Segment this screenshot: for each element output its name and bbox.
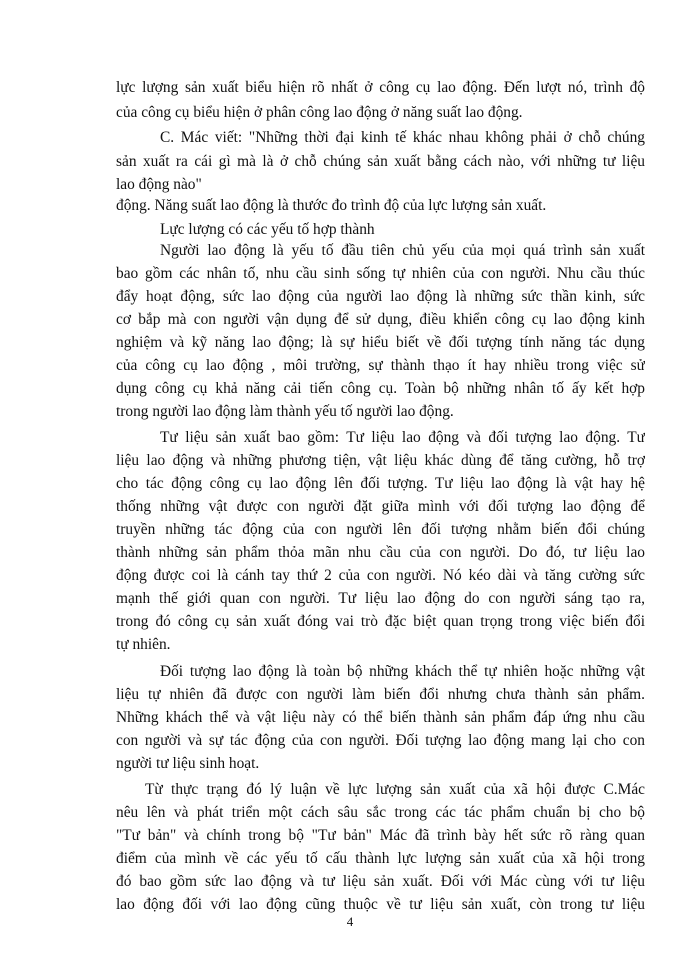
text-line: liệu lao động và những phương tiện, vật liệu khác dùng để tăng cường, hỗ trợ bbox=[116, 452, 645, 469]
text-line: thành những sản phẩm thỏa mãn nhu cầu của con người. Do đó, tư liệu lao bbox=[116, 544, 645, 561]
text-line: đó bao gồm sức lao động và tư liệu sản xuất. Đối với Mác cùng với tư liệu bbox=[116, 873, 645, 890]
text-line: sản xuất ra cái gì mà là ở chỗ chúng sản xuất bằng cách nào, với những tư liệu bbox=[116, 153, 645, 170]
text-line: truyền những tác động của con người lên đối tượng nhằm biến đổi chúng bbox=[116, 521, 645, 538]
text-line: đẩy hoạt động, sức lao động của người lao động là những sức thần kinh, sức bbox=[116, 288, 645, 305]
text-line: tự nhiên. bbox=[116, 636, 171, 653]
text-line: của công cụ lao động , môi trường, sự thành thạo ít hay nhiều trong việc sử bbox=[116, 357, 645, 374]
text-line: trong đó công cụ sản xuất đóng vai trò đặc biệt quan trọng trong việc biến đổi bbox=[116, 613, 645, 630]
text-line: thống những vật được con người đặt giữa mình với đối tượng lao động để bbox=[116, 498, 645, 515]
text-line: Những khách thể và vật liệu này có thể biến thành sản phẩm đáp ứng nhu cầu bbox=[116, 709, 645, 726]
text-line: Đối tượng lao động là toàn bộ những khách thể tự nhiên hoặc những vật bbox=[160, 663, 645, 680]
text-line: "Tư bản" và chính trong bộ "Tư bản" Mác đã trình bày hết sức rõ ràng quan bbox=[116, 827, 645, 844]
text-line: C. Mác viết: "Những thời đại kinh tế khác nhau không phải ở chỗ chúng bbox=[160, 129, 645, 146]
text-line: bao gồm các nhân tố, nhu cầu sinh sống tự nhiên của con người. Nhu cầu thúc bbox=[116, 265, 645, 282]
text-line: lao động nào" bbox=[116, 176, 202, 193]
text-line: con người và sự tác động của con người. Đối tượng lao động mang lại cho con bbox=[116, 732, 645, 749]
section-heading: Lực lượng có các yếu tố hợp thành bbox=[160, 221, 375, 238]
text-line: người tư liệu sinh hoạt. bbox=[116, 755, 260, 772]
text-line: dụng công cụ khả năng cải tiến công cụ. Toàn bộ những nhân tố ấy kết hợp bbox=[116, 380, 645, 397]
text-line: nêu lên và phát triển một cách sâu sắc trong các tác phẩm chuẩn bị cho bộ bbox=[116, 804, 645, 821]
text-line: Người lao động là yếu tố đầu tiên chủ yếu của mọi quá trình sản xuất bbox=[160, 242, 645, 259]
text-line: Tư liệu sản xuất bao gồm: Tư liệu lao động và đối tượng lao động. Tư bbox=[160, 429, 645, 446]
text-line: liệu tự nhiên đã được con người làm biến đổi nhưng chưa thành sản phẩm. bbox=[116, 686, 645, 703]
text-line: của công cụ biểu hiện ở phân công lao động ở năng suất lao động. bbox=[116, 104, 523, 121]
text-line: lực lượng sản xuất biểu hiện rõ nhất ở công cụ lao động. Đến lượt nó, trình độ bbox=[116, 79, 645, 96]
text-line: động được coi là cánh tay thứ 2 của con người. Nó kéo dài và tăng cường sức bbox=[116, 567, 645, 584]
text-line: mạnh thế giới quan con người. Tư liệu lao động do con người sáng tạo ra, bbox=[116, 590, 645, 607]
text-line: cho tác động công cụ lao động lên đối tượng. Tư liệu lao động là vật hay hệ bbox=[116, 475, 645, 492]
text-line: lao động đối với lao động cũng thuộc về tư liệu sản xuất, còn trong tư liệu bbox=[116, 896, 645, 913]
text-line: cơ bắp mà con người vận dụng để sử dụng, điều khiển công cụ lao động kinh bbox=[116, 311, 645, 328]
text-line: nghiệm và kỹ năng lao động; là sự hiểu biết về đối tượng tính năng tác dụng bbox=[116, 334, 645, 351]
page-number: 4 bbox=[346, 914, 354, 929]
text-line: điểm của mình về các yếu tố cấu thành lực lượng sản xuất của xã hội trong bbox=[116, 850, 645, 867]
text-line: động. Năng suất lao động là thước đo trình độ của lực lượng sản xuất. bbox=[116, 197, 547, 214]
text-line: trong người lao động làm thành yếu tố người lao động. bbox=[116, 403, 454, 420]
text-line: Từ thực trạng đó lý luận về lực lượng sản xuất của xã hội được C.Mác bbox=[145, 781, 645, 798]
